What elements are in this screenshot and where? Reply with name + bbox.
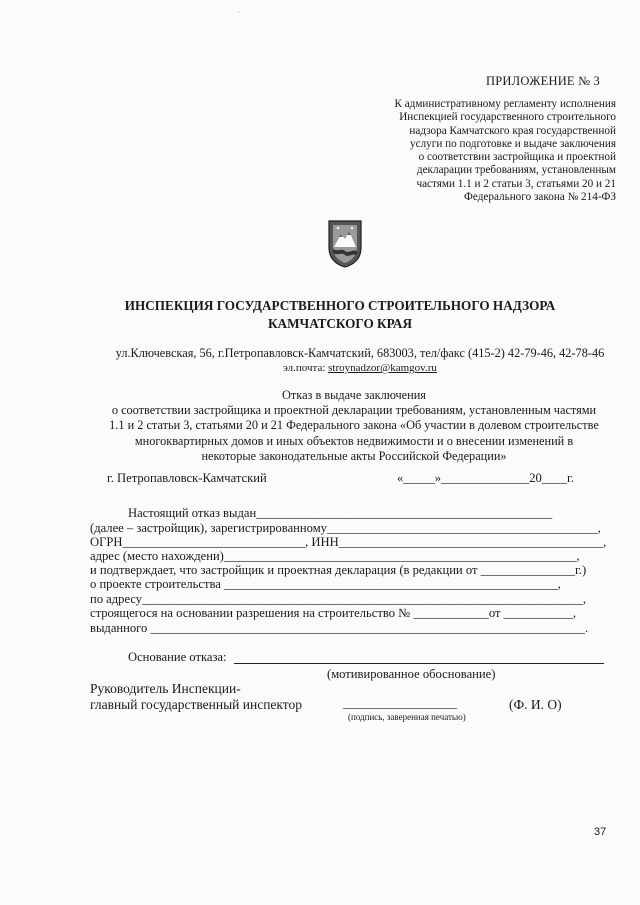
issued-by-field[interactable]: выданного _____________________________________________________________________. <box>90 621 589 635</box>
kamchatka-emblem-icon <box>324 218 366 268</box>
title-line: 1.1 и 2 статьи 3, статьями 20 и 21 Федерального закона «Об участии в долевом строительстве <box>109 418 599 433</box>
ogrn-inn-field[interactable]: ОГРН_____________________________, ИНН__________________________________________, <box>90 535 607 549</box>
title-line: о соответствии застройщика и проектной декларации требованиям, установленным частями <box>111 403 597 418</box>
refusal-basis-caption: (мотивированное обоснование) <box>327 667 496 681</box>
page-number: 37 <box>594 826 607 838</box>
organization-address: ул.Ключевская, 56, г.Петропавловск-Камчатский, 683003, тел/факс (415-2) 42-79-46, 42-78-46 <box>115 346 605 360</box>
regulation-line: декларации требованиям, установленным <box>416 164 616 177</box>
issue-place: г. Петропавловск-Камчатский <box>107 471 267 485</box>
organization-email-line <box>90 362 630 374</box>
regulation-line: Инспекцией государственного строительного <box>399 111 616 124</box>
issue-date-field[interactable]: «_____»______________20____г. <box>397 471 574 485</box>
signature-field[interactable]: ___________________ <box>343 696 457 710</box>
permit-field[interactable]: строящегося на основании разрешения на строительство № ____________от ___________, <box>90 606 577 620</box>
regulation-line: К административному регламенту исполнения <box>394 98 616 110</box>
title-line: многоквартирных домов и иных объектов недвижимости и о внесении изменений в <box>134 433 574 448</box>
regulation-line: Федерального закона № 214-ФЗ <box>464 191 616 204</box>
declaration-date-field[interactable]: и подтверждает, что застройщик и проектная декларация (в редакции от _______________г.) <box>90 563 587 577</box>
project-field[interactable]: о проекте строительства _____________________________________________________, <box>90 577 561 591</box>
organization-name-line2: КАМЧАТСКОГО КРАЯ <box>268 316 412 331</box>
project-address-field[interactable]: по адресу______________________________________________________________________, <box>90 592 587 606</box>
head-title-line1: Руководитель Инспекции- <box>90 681 241 696</box>
address-field[interactable]: адрес (место нахождени)________________________________________________________, <box>90 549 580 563</box>
regulation-line: надзора Камчатского края государственной <box>409 124 616 137</box>
refusal-basis-label: Основание отказа: <box>128 650 227 664</box>
document-title <box>84 388 624 464</box>
issued-to-field[interactable]: Настоящий отказ выдан_______________________________________________ <box>128 506 553 520</box>
signature-caption: (подпись, заверенная печатью) <box>348 712 466 722</box>
regulation-line: частями 1.1 и 2 статьи 3, статьями 20 и 21 <box>416 177 616 190</box>
developer-registered-field[interactable]: (далее – застройщик), зарегистрированному___________________________________________, <box>90 521 601 535</box>
regulation-line: услуги по подготовке и выдаче заключения <box>410 137 616 150</box>
regulation-reference <box>394 98 616 204</box>
regulation-line: о соответствии застройщика и проектной <box>418 151 616 164</box>
scan-mark: · <box>237 8 240 17</box>
full-name-field: (Ф. И. О) <box>509 697 562 712</box>
organization-name-line1: ИНСПЕКЦИЯ ГОСУДАРСТВЕННОГО СТРОИТЕЛЬНОГО НАДЗОРА <box>124 298 556 313</box>
refusal-basis-field[interactable] <box>234 663 604 664</box>
appendix-number: ПРИЛОЖЕНИЕ № 3 <box>486 74 600 88</box>
email-link[interactable]: stroynadzor@kamgov.ru <box>328 362 437 374</box>
head-title-line2: главный государственный инспектор <box>90 697 303 712</box>
title-line: Отказ в выдаче заключения <box>282 388 426 402</box>
email-label: эл.почта: <box>283 362 329 374</box>
title-line: некоторые законодательные акты Российской Федерации» <box>201 448 507 463</box>
